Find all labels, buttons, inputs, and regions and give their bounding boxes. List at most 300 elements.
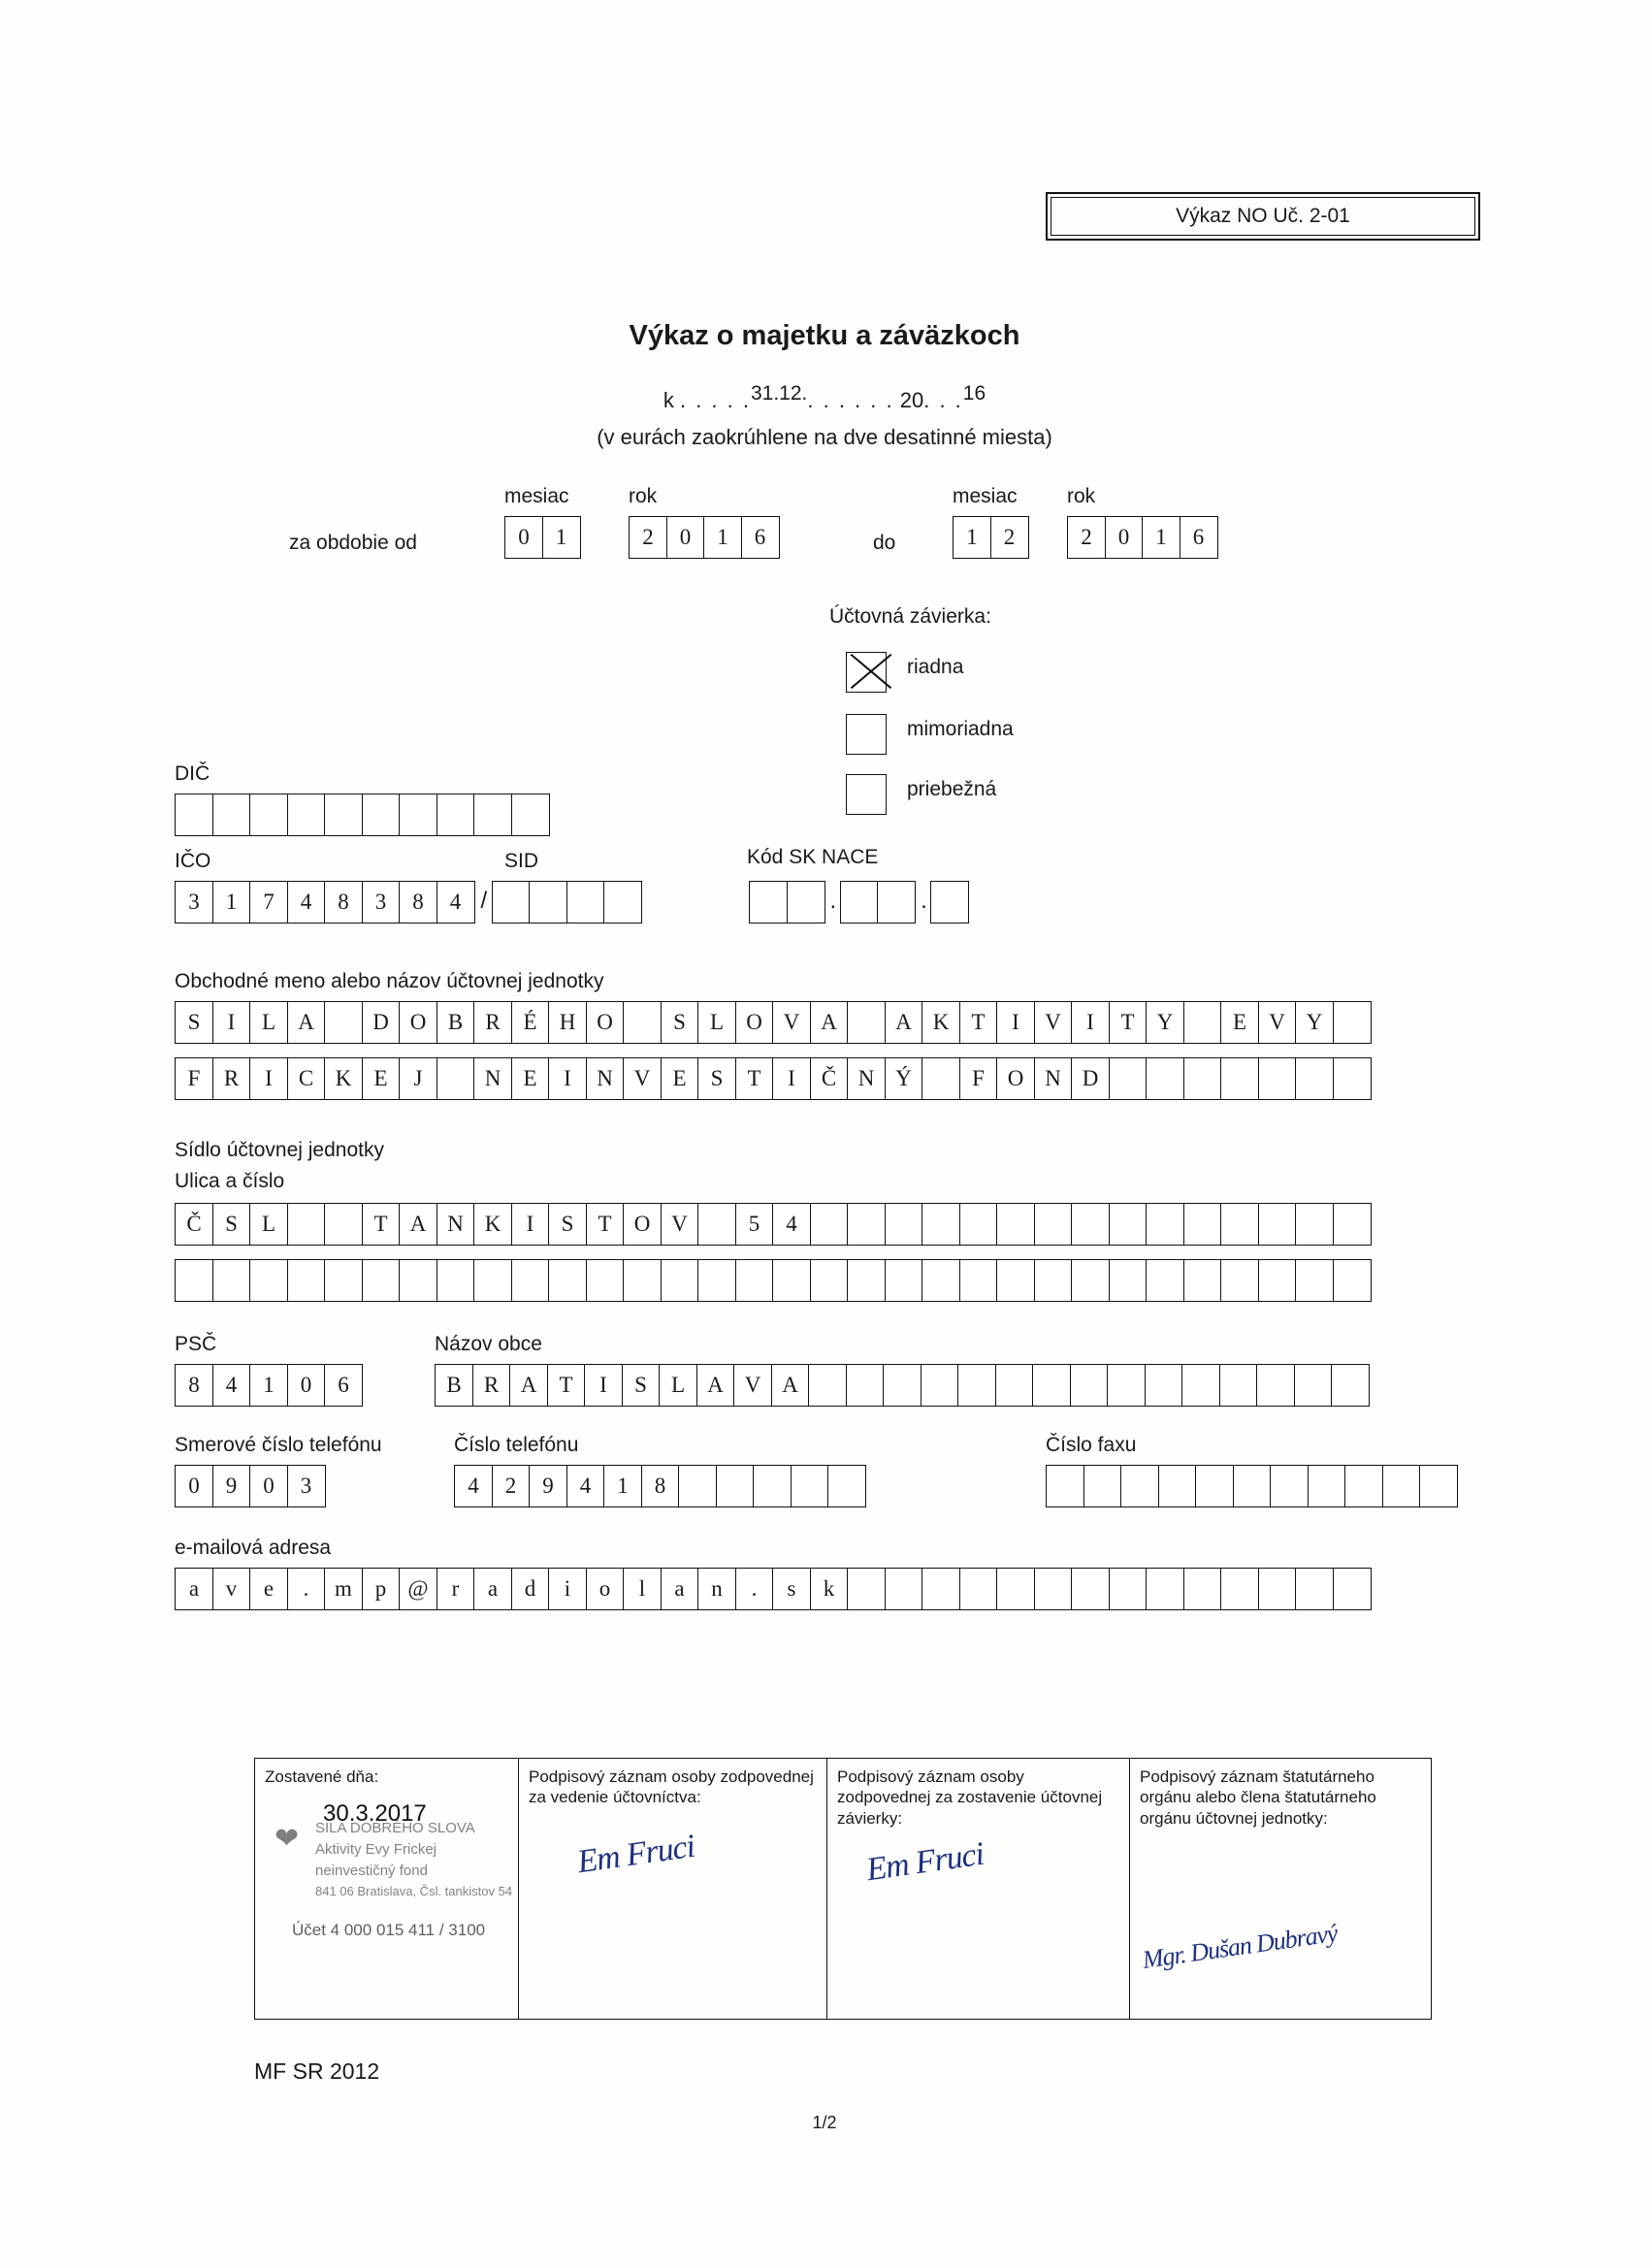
cell[interactable] [287,1203,326,1246]
dic-label: DIČ [175,762,210,785]
street-line-1[interactable] [175,1203,1372,1246]
cell[interactable]: O [586,1001,625,1044]
cell[interactable]: 3 [287,1465,326,1507]
cell[interactable]: V [1034,1001,1073,1044]
cell[interactable] [1183,1001,1222,1044]
cell[interactable]: T [1109,1001,1148,1044]
cell[interactable] [623,1001,662,1044]
cell[interactable]: Y [1295,1001,1334,1044]
cell[interactable]: 3 [175,881,213,923]
cell[interactable] [1145,1364,1183,1407]
cell[interactable] [1270,1465,1309,1507]
cell[interactable] [249,794,288,836]
phone-cells[interactable] [454,1465,866,1507]
cell[interactable]: R [472,1364,511,1407]
area-code-cells[interactable] [175,1465,326,1507]
cell[interactable]: I [249,1057,288,1100]
cell[interactable] [1120,1465,1159,1507]
cell[interactable]: O [735,1001,774,1044]
cell[interactable] [1183,1057,1222,1100]
cell[interactable] [1258,1259,1297,1302]
cell[interactable]: S [661,1001,699,1044]
cell[interactable]: n [697,1568,736,1610]
psc-label: PSČ [175,1333,217,1355]
cell[interactable] [566,881,605,923]
cell[interactable] [1107,1364,1146,1407]
cell[interactable] [735,1259,774,1302]
cell[interactable] [1331,1364,1370,1407]
compiled-date-value: 30.3.2017 [323,1800,427,1827]
cell[interactable]: N [1034,1057,1073,1100]
cell[interactable] [1220,1259,1259,1302]
cell[interactable]: p [362,1568,401,1610]
cell[interactable]: É [511,1001,550,1044]
cell[interactable]: N [847,1057,886,1100]
cell[interactable]: 8 [399,881,437,923]
cell[interactable]: K [473,1203,512,1246]
cell[interactable] [1333,1203,1372,1246]
cell[interactable] [922,1259,960,1302]
cell[interactable]: A [771,1364,810,1407]
email-cells[interactable] [175,1568,1372,1610]
cell[interactable]: A [399,1203,437,1246]
cell[interactable] [1109,1057,1148,1100]
city-cells[interactable] [435,1364,1370,1407]
cell[interactable] [1220,1568,1259,1610]
cell[interactable]: 0 [1105,516,1144,559]
cell[interactable]: l [623,1568,662,1610]
cell[interactable]: 4 [436,881,475,923]
cell[interactable]: 1 [212,881,251,923]
cell[interactable] [1183,1568,1222,1610]
cell[interactable] [1256,1364,1295,1407]
cell[interactable]: K [922,1001,960,1044]
cell[interactable]: V [733,1364,772,1407]
cell[interactable] [1258,1203,1297,1246]
cell[interactable] [492,881,531,923]
checkbox-riadna[interactable] [846,652,887,693]
cell[interactable] [362,794,401,836]
cell[interactable]: O [623,1203,662,1246]
cell[interactable] [1308,1465,1346,1507]
cell[interactable] [1183,1259,1222,1302]
cell[interactable] [1083,1465,1122,1507]
cell[interactable]: 2 [629,516,667,559]
cell[interactable]: H [548,1001,587,1044]
cell[interactable]: 0 [175,1465,213,1507]
cell[interactable]: o [586,1568,625,1610]
cell[interactable]: a [473,1568,512,1610]
cell[interactable]: T [586,1203,625,1246]
cell[interactable]: r [436,1568,475,1610]
cell[interactable]: . [287,1568,326,1610]
phone-label: Číslo telefónu [454,1434,579,1456]
cell[interactable]: 6 [324,1364,363,1407]
cell[interactable] [249,1259,288,1302]
cell[interactable]: R [212,1057,251,1100]
cell[interactable]: 4 [287,881,326,923]
signature-cell-statutory [1130,1759,1429,2019]
cell[interactable] [749,881,788,923]
cell[interactable] [287,1259,326,1302]
cell[interactable]: 2 [492,1465,531,1507]
cell[interactable] [847,1203,886,1246]
email-label: e-mailová adresa [175,1537,332,1559]
checkbox-priebezna[interactable] [846,774,887,815]
cell[interactable]: 8 [324,881,363,923]
cell[interactable]: 1 [1142,516,1180,559]
cell[interactable] [212,794,251,836]
label-month-to: mesiac [953,485,1018,507]
cell[interactable] [959,1203,998,1246]
cell[interactable] [1333,1568,1372,1610]
cell[interactable]: I [212,1001,251,1044]
cell[interactable] [921,1364,959,1407]
cell[interactable] [362,1259,401,1302]
cell[interactable]: @ [399,1568,437,1610]
cell[interactable]: S [212,1203,251,1246]
entity-name-line-2[interactable] [175,1057,1372,1100]
label-year-to: rok [1067,485,1096,507]
cell[interactable]: 4 [212,1364,251,1407]
cell[interactable] [957,1364,996,1407]
cell[interactable]: S [697,1057,736,1100]
compiled-date-label: Zostavené dňa: [265,1767,379,1786]
cell[interactable]: A [885,1001,923,1044]
cell[interactable] [436,1259,475,1302]
street-line-2[interactable] [175,1259,1372,1302]
cell[interactable] [529,881,567,923]
cell[interactable] [1220,1203,1259,1246]
cell[interactable]: e [249,1568,288,1610]
period-from-year[interactable] [629,516,780,559]
cell[interactable] [883,1364,922,1407]
cell[interactable] [1295,1259,1334,1302]
cell[interactable]: 8 [175,1364,213,1407]
cell[interactable] [473,794,512,836]
cell[interactable]: Č [810,1057,849,1100]
cell[interactable]: 1 [542,516,581,559]
cell[interactable]: 2 [1067,516,1106,559]
date-day-month: 31.12. [750,382,808,405]
cell[interactable] [995,1364,1034,1407]
accounting-signature-label: Podpisový záznam osoby zodpovednej za vedenie účtovníctva: [529,1767,814,1807]
cell[interactable]: T [362,1203,401,1246]
cell[interactable]: 4 [566,1465,605,1507]
cell[interactable] [1146,1259,1184,1302]
cell[interactable] [1034,1259,1073,1302]
cell[interactable]: 1 [703,516,742,559]
cell[interactable] [959,1259,998,1302]
cell[interactable] [1344,1465,1383,1507]
cell[interactable] [922,1203,960,1246]
cell[interactable]: S [175,1001,213,1044]
cell[interactable] [1195,1465,1234,1507]
date-dots-left: . . . . . [679,388,751,412]
cell[interactable] [808,1364,847,1407]
cell[interactable] [661,1259,699,1302]
cell[interactable]: E [661,1057,699,1100]
psc-cells[interactable] [175,1364,363,1407]
cell[interactable] [1109,1568,1148,1610]
cell[interactable]: 1 [603,1465,642,1507]
cell[interactable]: V [772,1001,811,1044]
cell[interactable] [1032,1364,1071,1407]
cell[interactable]: 3 [362,881,401,923]
cell[interactable]: v [212,1568,251,1610]
cell[interactable]: C [287,1057,326,1100]
nace-separator: . [829,888,837,914]
cell[interactable] [324,1259,363,1302]
cell[interactable]: 7 [249,881,288,923]
cell[interactable] [1109,1203,1148,1246]
cell[interactable] [678,1465,717,1507]
cell[interactable]: I [584,1364,623,1407]
cell[interactable]: B [436,1001,475,1044]
cell[interactable] [716,1465,755,1507]
cell[interactable] [791,1465,829,1507]
cell[interactable] [287,794,326,836]
fax-label: Číslo faxu [1046,1434,1137,1456]
cell[interactable]: V [623,1057,662,1100]
cell[interactable] [877,881,916,923]
cell[interactable] [1295,1568,1334,1610]
cell[interactable]: a [661,1568,699,1610]
cell[interactable] [1071,1203,1110,1246]
cell[interactable] [1034,1203,1073,1246]
cell[interactable] [827,1465,866,1507]
cell[interactable] [1295,1203,1334,1246]
cell[interactable]: 9 [212,1465,251,1507]
seat-label: Sídlo účtovnej jednotky [175,1139,384,1161]
cell[interactable] [810,1259,849,1302]
cell[interactable]: O [399,1001,437,1044]
cell[interactable]: 1 [249,1364,288,1407]
cell[interactable]: a [175,1568,213,1610]
cell[interactable] [623,1259,662,1302]
cell[interactable] [996,1203,1035,1246]
cell[interactable] [603,881,642,923]
cell[interactable]: I [772,1057,811,1100]
cell[interactable]: A [696,1364,735,1407]
cell[interactable]: B [435,1364,473,1407]
nace-cells[interactable] [749,881,969,923]
cell[interactable]: A [509,1364,548,1407]
cell[interactable] [810,1203,849,1246]
date-dots-right: . . . . . . [807,388,894,412]
cell[interactable] [1419,1465,1458,1507]
cell[interactable] [697,1259,736,1302]
cell[interactable]: Č [175,1203,213,1246]
cell[interactable]: 6 [741,516,780,559]
cell[interactable]: L [659,1364,697,1407]
cell[interactable]: S [622,1364,661,1407]
cell[interactable] [175,794,213,836]
cell[interactable]: F [959,1057,998,1100]
cell[interactable]: 6 [1180,516,1218,559]
cell[interactable]: k [810,1568,849,1610]
form-number-text: Výkaz NO Uč. 2-01 [1176,205,1350,227]
cell[interactable] [324,1203,363,1246]
page-number: 1/2 [812,2113,837,2132]
period-to-month[interactable] [953,516,1029,559]
cell[interactable]: N [586,1057,625,1100]
cell[interactable]: R [473,1001,512,1044]
cell[interactable]: V [1258,1001,1297,1044]
cell[interactable] [1070,1364,1109,1407]
cell[interactable]: L [249,1001,288,1044]
date-prefix: k [663,388,674,412]
cell[interactable] [1034,1568,1073,1610]
cell[interactable] [697,1203,736,1246]
cell[interactable] [436,1057,475,1100]
cell[interactable]: 0 [504,516,543,559]
cell[interactable] [586,1259,625,1302]
dic-cells[interactable] [175,794,550,836]
cell[interactable] [1333,1001,1372,1044]
cell[interactable]: E [362,1057,401,1100]
cell[interactable] [787,881,825,923]
cell[interactable]: O [996,1057,1035,1100]
cell[interactable]: . [735,1568,774,1610]
cell[interactable]: E [511,1057,550,1100]
period-from-month[interactable] [504,516,581,559]
cell[interactable] [1333,1057,1372,1100]
cell[interactable]: 4 [772,1203,811,1246]
cell[interactable]: D [362,1001,401,1044]
cell[interactable] [922,1568,960,1610]
cell[interactable]: 1 [953,516,991,559]
cell[interactable]: L [249,1203,288,1246]
cell[interactable] [922,1057,960,1100]
year-dots: . . . [923,388,963,412]
period-to-year[interactable] [1067,516,1218,559]
footer-publisher: MF SR 2012 [254,2058,380,2084]
cell[interactable]: s [772,1568,811,1610]
cell[interactable] [436,794,475,836]
cell[interactable] [772,1259,811,1302]
cell[interactable] [1220,1057,1259,1100]
ico-cells[interactable] [175,881,642,923]
cell[interactable]: L [697,1001,736,1044]
cell[interactable]: D [1071,1057,1110,1100]
entity-name-line-1[interactable] [175,1001,1372,1044]
cell[interactable]: Ý [885,1057,923,1100]
cell[interactable] [1183,1203,1222,1246]
cell[interactable] [399,1259,437,1302]
cell[interactable] [511,1259,550,1302]
cell[interactable]: I [511,1203,550,1246]
cell[interactable] [930,881,969,923]
checkbox-mimoriadna[interactable] [846,714,887,755]
cell[interactable]: i [548,1568,587,1610]
cell[interactable] [1071,1259,1110,1302]
cell[interactable]: I [548,1057,587,1100]
cell[interactable]: T [735,1057,774,1100]
cell[interactable]: N [436,1203,475,1246]
cell[interactable] [548,1259,587,1302]
cell[interactable] [1233,1465,1272,1507]
cell[interactable] [1219,1364,1258,1407]
cell[interactable] [1071,1568,1110,1610]
cell[interactable] [324,794,363,836]
cell[interactable]: V [661,1203,699,1246]
cell[interactable] [1046,1465,1084,1507]
cell[interactable] [753,1465,792,1507]
cell[interactable] [847,1568,886,1610]
cell[interactable] [847,1001,886,1044]
fax-cells[interactable] [1046,1465,1458,1507]
cell[interactable] [1295,1057,1334,1100]
cell[interactable]: I [996,1001,1035,1044]
cell[interactable] [959,1568,998,1610]
cell[interactable]: I [1071,1001,1110,1044]
cell[interactable]: 2 [990,516,1029,559]
cell[interactable]: 9 [529,1465,567,1507]
cell[interactable]: F [175,1057,213,1100]
cell[interactable]: K [324,1057,363,1100]
label-period-from: za obdobie od [289,532,417,554]
cell[interactable]: S [548,1203,587,1246]
cell[interactable]: 4 [454,1465,493,1507]
cell[interactable]: T [547,1364,586,1407]
cell[interactable]: m [324,1568,363,1610]
cell[interactable] [1258,1568,1297,1610]
cell[interactable]: 0 [249,1465,288,1507]
cell[interactable]: T [959,1001,998,1044]
cell[interactable] [996,1259,1035,1302]
cell[interactable] [175,1259,213,1302]
cell[interactable] [1181,1364,1220,1407]
cell[interactable] [1158,1465,1197,1507]
cell[interactable] [399,794,437,836]
cell[interactable] [885,1203,923,1246]
cell[interactable] [473,1259,512,1302]
cell[interactable] [1146,1057,1184,1100]
cell[interactable] [885,1259,923,1302]
cell[interactable] [1146,1568,1184,1610]
cell[interactable]: J [399,1057,437,1100]
cell[interactable]: 8 [641,1465,680,1507]
signature-cell-statement [827,1759,1130,2019]
cell[interactable] [885,1568,923,1610]
ico-label: IČO [175,850,211,872]
cell[interactable]: A [810,1001,849,1044]
cell[interactable] [1258,1057,1297,1100]
cell[interactable] [212,1259,251,1302]
cell[interactable]: 0 [287,1364,326,1407]
cell[interactable] [840,881,879,923]
cell[interactable] [1294,1364,1333,1407]
cell[interactable] [1109,1259,1148,1302]
cell[interactable] [324,1001,363,1044]
cell[interactable] [846,1364,885,1407]
cell[interactable] [1382,1465,1421,1507]
cell[interactable]: E [1220,1001,1259,1044]
cell[interactable] [1146,1203,1184,1246]
cell[interactable]: N [473,1057,512,1100]
cell[interactable] [511,794,550,836]
cell[interactable] [1333,1259,1372,1302]
cell[interactable]: Y [1146,1001,1184,1044]
cell[interactable]: 5 [735,1203,774,1246]
cell[interactable]: 0 [666,516,705,559]
cell[interactable]: A [287,1001,326,1044]
organization-stamp [273,1819,554,1955]
cell[interactable] [996,1568,1035,1610]
cell[interactable] [847,1259,886,1302]
cell[interactable]: d [511,1568,550,1610]
